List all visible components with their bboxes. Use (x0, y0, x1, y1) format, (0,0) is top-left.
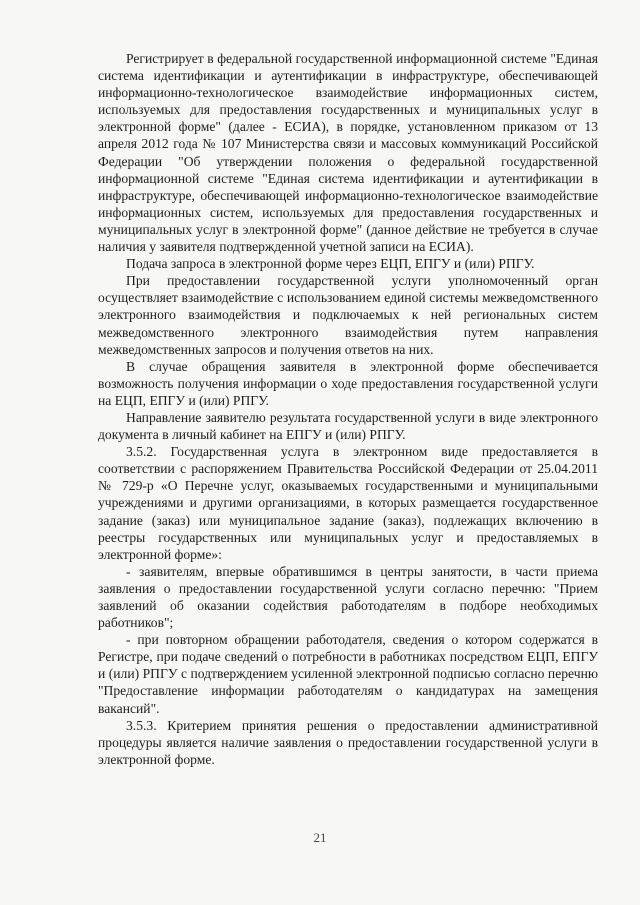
paragraph-request-submission: Подача запроса в электронной форме через ЕЦП, ЕПГУ и (или) РПГУ. (126, 256, 535, 272)
paragraph-section-3-5-2: 3.5.2. Государственная услуга в электронном виде предоставляется в соответствии с распоряжением Правительства Российской Федерации от 25.04.2011 № 729-р «О Перечне услуг, оказываемых государственными и муниципальными учреждениями и другими организациями, в которых размещается государственное задание (заказ) или муниципальное задание (заказ), подлежащих включению в реестры государственных или муниципальных услуг и предоставляемых в электронной форме»: (98, 444, 598, 562)
page-number: 21 (313, 830, 327, 845)
paragraph-status-information: В случае обращения заявителя в электронной форме обеспечивается возможность получения информации о ходе предоставления государственной услуги на ЕЦП, ЕПГУ и (или) РПГУ. (98, 358, 598, 408)
list-item-repeat-employer: - при повторном обращении работодателя, сведения о котором содержатся в Регистре, при подаче сведений о потребности в работниках посредством ЕЦП, ЕПГУ и (или) РПГУ с подтверждением усиленной электронной подписью согласно перечню "Предоставление информации работодателям о кандидатурах на замещения вакансий". (98, 632, 598, 716)
paragraph-interagency-interaction: При предоставлении государственной услуги уполномоченный орган осуществляет взаимодействие с использованием единой системы межведомственного электронного взаимодействия и подключаемых к ней региональных систем межведомственного электронного взаимодействия путем направления межведомственных запросов и получения ответов на них. (98, 273, 598, 357)
list-item-first-applicants: - заявителям, впервые обратившимся в центры занятости, в части приема заявления о предоставлении государственной услуги согласно перечню: "Прием заявлений об оказании содействия работодателям в подборе необходимых работников"; (98, 563, 598, 631)
paragraph-section-3-5-3: 3.5.3. Критерием принятия решения о предоставлении административной процедуры является наличие заявления о предоставлении государственной услуги в электронной форме. (98, 717, 598, 767)
paragraph-result-delivery: Направление заявителю результата государственной услуги в виде электронного документа в личный кабинет на ЕПГУ и (или) РПГУ. (98, 409, 598, 443)
document-body (98, 50, 598, 768)
paragraph-esia-registration: Регистрирует в федеральной государственной информационной системе "Единая система идентификации и аутентификации в инфраструктуре, обеспечивающей информационно-технологическое взаимодействие информационных систем, используемых для предоставления государственных и муниципальных услуг в электронной форме" (далее - ЕСИА), в порядке, установленном приказом от 13 апреля 2012 года № 107 Министерства связи и массовых коммуникаций Российской Федерации "Об утверждении положения о федеральной государственной информационной системе "Единая система идентификации и аутентификации в инфраструктуре, обеспечивающей информационно-технологическое взаимодействие информационных систем, используемых для предоставления государственных и муниципальных услуг в электронной форме" (данное действие не требуется в случае наличия у заявителя подтвержденной учетной записи на ЕСИА). (98, 51, 598, 255)
